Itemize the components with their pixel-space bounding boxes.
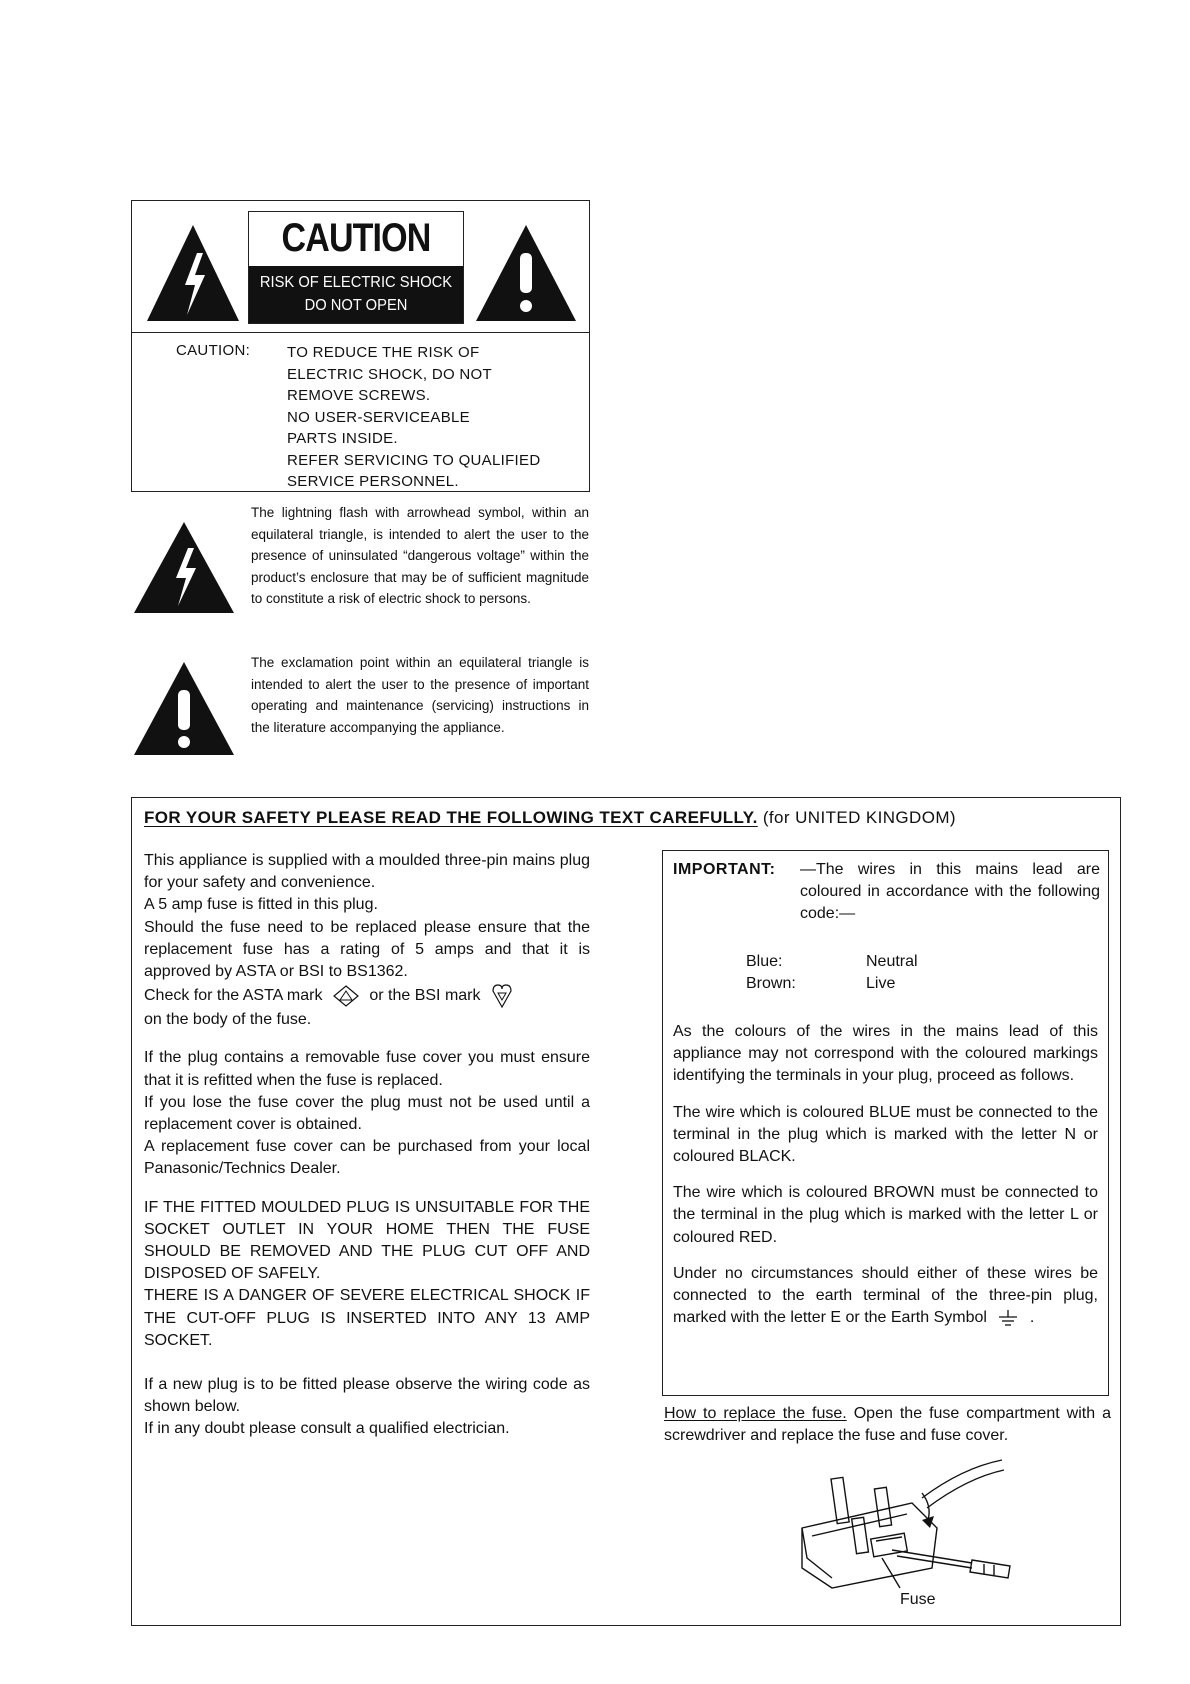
caution-line: PARTS INSIDE.: [287, 430, 398, 447]
replace-fuse-title: How to replace the fuse.: [664, 1405, 847, 1422]
paragraph: The wire which is coloured BROWN must be connected to the terminal in the plug which is marked with the letter L or coloured RED.: [673, 1184, 1098, 1246]
important-text: —The wires in this mains lead are coloured in accordance with the following code:—: [800, 861, 1100, 923]
earth-paragraph-end: .: [1029, 1309, 1035, 1327]
replace-fuse-text: Open the fuse compartment with a screwdriver and replace the fuse and fuse cover.: [664, 1405, 1112, 1445]
caution-banner-line2: DO NOT OPEN: [304, 297, 408, 314]
paragraph: The wire which is coloured BLUE must be connected to the terminal in the plug which is marked with the letter N or coloured BLACK.: [673, 1103, 1098, 1166]
bsi-text: or the BSI mark: [369, 987, 481, 1005]
wire-color: Blue:: [746, 953, 783, 970]
meaning-column: [866, 951, 918, 995]
caution-line: REFER SERVICING TO QUALIFIED: [287, 451, 541, 469]
caution-banner: [132, 201, 589, 333]
text-line: If you lose the fuse cover the plug must not be used until a replacement cover is obtained.: [144, 1093, 590, 1134]
asta-mark-icon: [333, 985, 359, 1007]
left-column: [144, 850, 590, 1457]
caution-line: ELECTRIC SHOCK, DO NOT: [287, 365, 492, 383]
caution-text: [287, 342, 540, 493]
asta-text: Check for the ASTA mark: [144, 987, 323, 1005]
text-line: If the plug contains a removable fuse cover you must ensure that it is refitted when the fuse is replaced.: [144, 1049, 590, 1089]
earth-paragraph-text: Under no circumstances should either of these wires be connected to the earth terminal of the three-pin plug, marked with the letter E or the Earth Symbol: [673, 1264, 1098, 1327]
replace-fuse-instructions: [664, 1403, 1111, 1447]
lightning-triangle-icon: [145, 223, 241, 323]
exclamation-triangle-icon: [132, 660, 236, 757]
text-line: on the body of the fuse.: [144, 1011, 312, 1029]
bsi-mark-icon: [491, 983, 513, 1009]
caution-banner-line1: RISK OF ELECTRIC SHOCK: [259, 274, 453, 291]
important-box: [662, 850, 1109, 1396]
paragraph: As the colours of the wires in the mains lead of this appliance may not correspond with the coloured markings identifying the terminals in your plug, proceed as follows.: [673, 1023, 1098, 1085]
text-line: If in any doubt please consult a qualified electrician.: [144, 1420, 510, 1438]
wire-meaning: Neutral: [866, 953, 918, 970]
caution-prefix: CAUTION:: [176, 342, 251, 359]
exclamation-symbol-description: The exclamation point within an equilateral triangle is intended to alert the user to the presence of important operating and maintenance (servicing) instructions in the literature accompanying the appliance.: [251, 655, 589, 735]
caution-title: CAUTION: [281, 216, 431, 260]
text-line: A 5 amp fuse is fitted in this plug.: [144, 896, 378, 914]
fuse-label: Fuse: [900, 1591, 936, 1608]
uk-safety-heading: [144, 808, 956, 828]
text-line: Should the fuse need to be replaced please ensure that the replacement fuse has a rating of 5 amps and that it is approved by ASTA or BSI to BS1362.: [144, 918, 590, 981]
lightning-triangle-icon: [132, 520, 236, 615]
text-line: This appliance is supplied with a moulded three-pin mains plug for your safety and convenience.: [144, 852, 590, 892]
paragraph: [144, 1047, 590, 1180]
wire-column: [746, 951, 796, 995]
earth-symbol-icon: [997, 1309, 1019, 1327]
uk-heading-main: FOR YOUR SAFETY PLEASE READ THE FOLLOWING TEXT CAREFULLY.: [144, 808, 758, 827]
text-line: THERE IS A DANGER OF SEVERE ELECTRICAL SHOCK IF THE CUT-OFF PLUG IS INSERTED INTO ANY 13 AMP SOCKET.: [144, 1287, 590, 1349]
paragraph: [673, 1263, 1098, 1330]
plug-illustration: [772, 1458, 1012, 1608]
caution-line: TO REDUCE THE RISK OF: [287, 344, 480, 361]
caution-banner-text: [249, 266, 463, 323]
uk-safety-box: [131, 797, 1121, 1626]
wire-color: Brown:: [746, 975, 796, 993]
caution-line: NO USER-SERVICEABLE: [287, 408, 470, 426]
caution-box: [131, 200, 590, 492]
paragraph: [144, 1374, 590, 1441]
text-line: IF THE FITTED MOULDED PLUG IS UNSUITABLE FOR THE SOCKET OUTLET IN YOUR HOME THEN THE FUSE SHOULD BE REMOVED AND THE PLUG CUT OFF AND DISPOSED OF SAFELY.: [144, 1198, 590, 1283]
important-label: IMPORTANT:: [673, 861, 776, 878]
text-line: A replacement fuse cover can be purchased from your local Panasonic/Technics Dealer.: [144, 1138, 590, 1178]
caution-label: [248, 211, 464, 324]
paragraph: [144, 1197, 590, 1352]
caution-line: SERVICE PERSONNEL.: [287, 473, 459, 490]
mark-line: [144, 983, 590, 1009]
important-header: [673, 859, 1098, 937]
wire-meaning: Live: [866, 975, 896, 993]
paragraph: [144, 850, 590, 1031]
uk-heading-suffix: (for UNITED KINGDOM): [762, 808, 956, 827]
lightning-symbol-description: The lightning flash with arrowhead symbol, within an equilateral triangle, is intended to alert the user to the presence of uninsulated “dangerous voltage” within the product’s enclosure that may be of sufficient magnitude to constitute a risk of electric shock to persons.: [251, 505, 589, 606]
text-line: If a new plug is to be fitted please observe the wiring code as shown below.: [144, 1376, 590, 1416]
exclamation-triangle-icon: [474, 223, 578, 323]
caution-line: REMOVE SCREWS.: [287, 387, 431, 404]
wire-code-table: [673, 951, 1098, 1007]
